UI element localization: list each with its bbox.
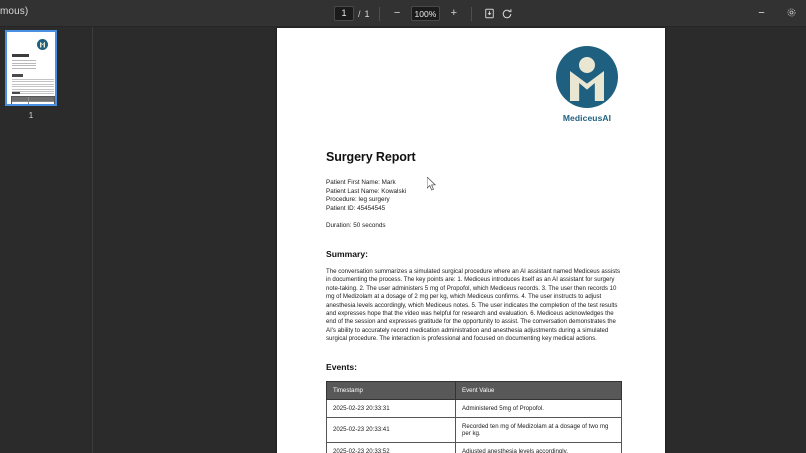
thumbnail-summary-heading: [12, 74, 23, 77]
patient-id: Patient ID: 45454545: [326, 204, 386, 212]
events-table: [326, 381, 622, 453]
column-header-event-value: Event Value: [456, 381, 622, 399]
zoom-out-button[interactable]: −: [389, 5, 406, 22]
summary-text: The conversation summarizes a simulated surgical procedure where an AI assistant named Mediceus assists in documenting the process. The key points are: 1. Mediceus introduces itself as an AI assistant for surgery note-taking. 2. The user administers 5 mg of Propofol, which Mediceus records. 3. The user then records 10 mg of Medizolam at a dosage of 2 mg per kg, which Mediceus confirms. 4. The user instructs to adjust anesthesia levels accordingly, which Mediceus notes. 5. The user indicates the completion of the test results and expresses hope that the video was helpful for research and evaluation. 6. Mediceus acknowledges the end of the session and expresses gratitude for the opportunity to assist. The conversation demonstrates the AI's ability to accurately record medication administration and anesthesia adjustments during a simulated surgical procedure. The interaction is professional and focused on documenting key medical actions.: [326, 267, 620, 343]
thumbnail-sidebar: [0, 27, 93, 453]
pdf-toolbar: [334, 3, 515, 24]
logo-m-icon: [570, 71, 604, 101]
duration: Duration: 50 seconds: [326, 222, 386, 230]
table-header-row: [327, 381, 622, 399]
toolbar-divider-2: [471, 7, 472, 21]
thumbnail-item-1[interactable]: [5, 30, 57, 120]
window-title: mous): [0, 6, 29, 17]
table-row: [327, 442, 622, 453]
cell-event-value: Adjusted anesthesia levels accordingly.: [456, 442, 622, 453]
patient-last-name: Patient Last Name: Kowalski: [326, 187, 407, 195]
document-page: [277, 28, 665, 453]
zoom-in-button[interactable]: +: [445, 5, 462, 22]
table-row: [327, 417, 622, 442]
page-number-input[interactable]: [334, 6, 354, 21]
cell-timestamp: 2025-02-23 20:33:31: [327, 399, 456, 417]
document-viewer[interactable]: [94, 27, 806, 453]
minimize-icon[interactable]: [753, 4, 770, 21]
gear-icon[interactable]: [783, 4, 800, 21]
title-bar: [0, 0, 806, 27]
thumbnail-events-heading: [12, 92, 20, 94]
procedure: Procedure: leg surgery: [326, 196, 390, 204]
cell-event-value: Recorded ten mg of Medizolam at a dosage of two mg per kg.: [456, 417, 622, 442]
document-body: [326, 150, 622, 453]
thumbnail-logo-icon: [37, 39, 48, 50]
page-title: Surgery Report: [326, 150, 416, 164]
window-controls: [753, 3, 800, 21]
thumbnail-title-block: [12, 54, 29, 57]
logo-label: MediceusAI: [562, 113, 612, 123]
thumbnail-meta-block: [12, 60, 36, 70]
logo-circle-icon: [556, 46, 618, 108]
toolbar-divider-1: [379, 7, 380, 21]
patient-first-name: Patient First Name: Mark: [326, 179, 396, 186]
patient-meta: [326, 179, 622, 231]
logo-head-icon: [579, 57, 595, 73]
zoom-level-display[interactable]: 100%: [411, 6, 441, 21]
thumbnail-page-number: 1: [28, 111, 34, 120]
cell-timestamp: 2025-02-23 20:33:41: [327, 417, 456, 442]
page-separator: /: [358, 8, 361, 19]
page-thumbnail[interactable]: [5, 30, 57, 106]
save-icon[interactable]: [481, 5, 498, 22]
cell-timestamp: 2025-02-23 20:33:52: [327, 442, 456, 453]
events-heading: Events:: [326, 361, 358, 372]
table-row: [327, 399, 622, 417]
rotate-icon[interactable]: [498, 5, 515, 22]
column-header-timestamp: Timestamp: [327, 381, 456, 399]
thumbnail-table: [11, 96, 55, 106]
cell-event-value: Administered 5mg of Propofol.: [456, 399, 622, 417]
mediceus-ai-logo: [556, 46, 618, 123]
summary-heading: Summary:: [326, 248, 369, 259]
total-pages-label: 1: [364, 8, 370, 19]
